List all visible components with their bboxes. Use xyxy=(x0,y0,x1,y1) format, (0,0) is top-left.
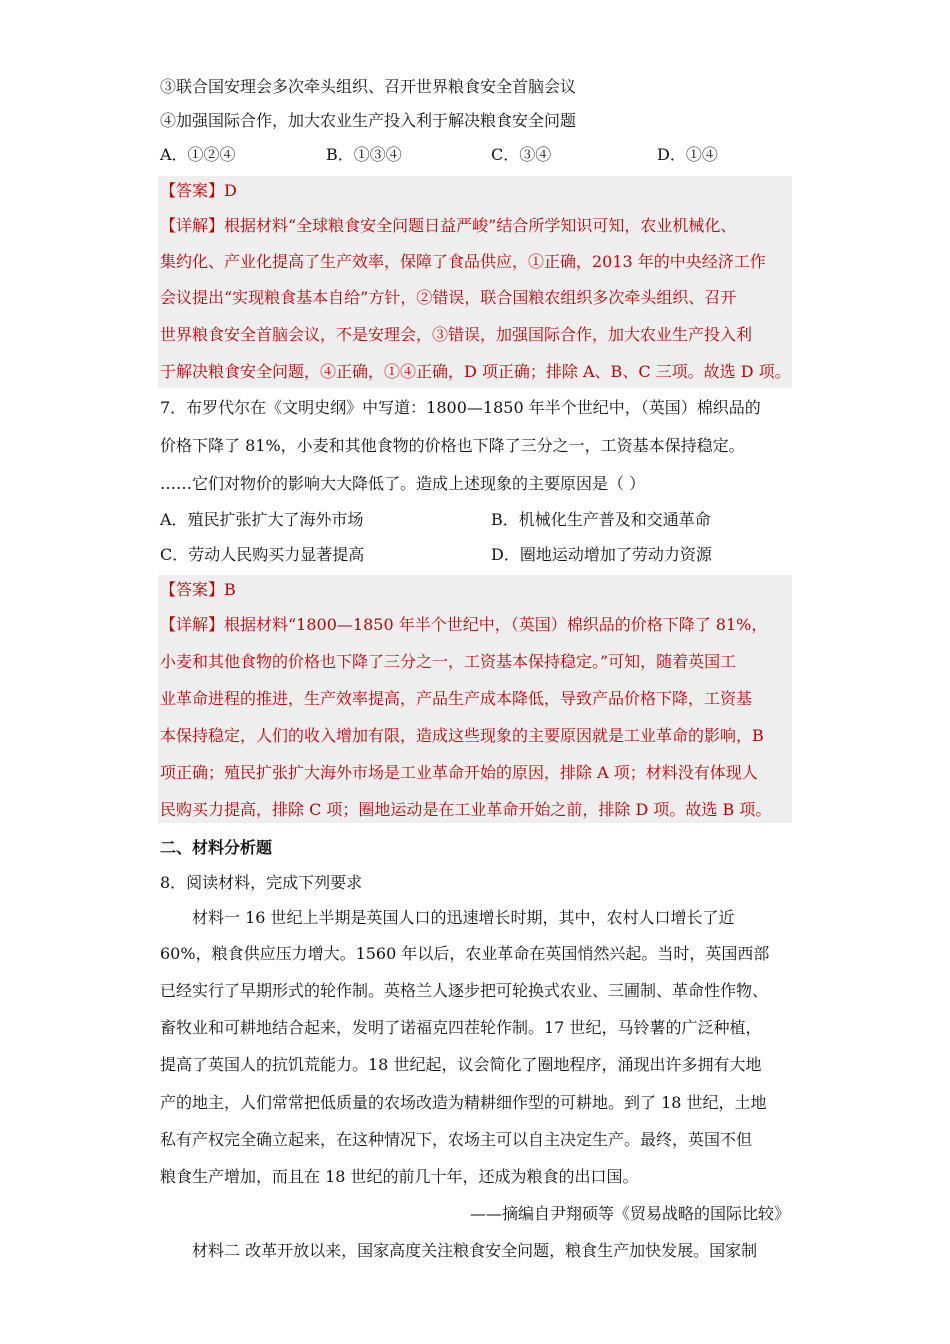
q7-answer: 【答案】B xyxy=(160,580,236,599)
q6-detail-line: 【详解】根据材料“全球粮食安全问题日益严峻”结合所学知识可知，农业机械化、 xyxy=(160,216,737,235)
section-title: 二、材料分析题 xyxy=(160,838,273,857)
q7-detail-line: 小麦和其他食物的价格也下降了三分之一，工资基本保持稳定。”可知，随着英国工 xyxy=(160,652,737,671)
q7-detail-line: 【详解】根据材料“1800—1850 年半个世纪中，（英国）棉织品的价格下降了 81%， xyxy=(160,615,768,634)
q6-option-d: D．①④ xyxy=(657,145,718,164)
q6-detail-line: 于解决粮食安全问题，④正确，①④正确，D 项正确；排除 A、B、C 三项。故选 D 项。 xyxy=(160,362,791,381)
q8-stem: 8．阅读材料，完成下列要求 xyxy=(160,873,363,892)
q7-detail-line: 业革命进程的推进，生产效率提高，产品生产成本降低，导致产品价格下降，工资基 xyxy=(160,689,753,708)
q7-option-b: B．机械化生产普及和交通革命 xyxy=(491,510,711,529)
material-1-line: 畜牧业和可耕地结合起来，发明了诺福克四茬轮作制。17 世纪，马铃薯的广泛种植， xyxy=(160,1018,762,1037)
material-1-line: 粮食生产增加，而且在 18 世纪的前几十年，还成为粮食的出口国。 xyxy=(160,1167,639,1186)
q6-detail-line: 集约化、产业化提高了生产效率，保障了食品供应，①正确，2013 年的中央经济工作 xyxy=(160,252,766,271)
q7-detail-line: 民购买力提高，排除 C 项；圈地运动是在工业革命开始之前，排除 D 项。故选 B 项。 xyxy=(160,800,772,819)
material-1-line: 材料一 16 世纪上半期是英国人口的迅速增长时期，其中，农村人口增长了近 xyxy=(192,908,735,927)
material-1-line: 提高了英国人的抗饥荒能力。18 世纪起，议会简化了圈地程序，涌现出许多拥有大地 xyxy=(160,1055,762,1074)
q6-answer: 【答案】D xyxy=(160,181,237,200)
material-1-line: 已经实行了早期形式的轮作制。英格兰人逐步把可轮换式农业、三圃制、革命性作物、 xyxy=(160,981,769,1000)
q6-option-c: C．③④ xyxy=(491,145,552,164)
q7-option-a: A．殖民扩张扩大了海外市场 xyxy=(160,510,364,529)
q6-statement-4: ④加强国际合作，加大农业生产投入利于解决粮食安全问题 xyxy=(160,111,577,130)
q7-option-c: C．劳动人民购买力显著提高 xyxy=(160,545,365,564)
q7-detail-line: 项正确；殖民扩张扩大海外市场是工业革命开始的原因，排除 A 项；材料没有体现人 xyxy=(160,763,758,782)
q6-statement-3: ③联合国安理会多次牵头组织、召开世界粮食安全首脑会议 xyxy=(160,77,577,96)
material-1-line: 私有产权完全确立起来，在这种情况下，农场主可以自主决定生产。最终，英国不但 xyxy=(160,1130,753,1149)
material-1-line: 产的地主，人们常常把低质量的农场改造为精耕细作型的可耕地。到了 18 世纪，土地 xyxy=(160,1093,767,1112)
material-1-source: ——摘编自尹翔硕等《贸易战略的国际比较》 xyxy=(469,1204,790,1223)
q7-stem-line: 7．布罗代尔在《文明史纲》中写道：1800—1850 年半个世纪中，（英国）棉织品的 xyxy=(160,398,761,417)
q6-answer-block xyxy=(158,176,792,388)
material-1-line: 60%，粮食供应压力增大。1560 年以后，农业革命在英国悄然兴起。当时，英国西部 xyxy=(160,944,770,963)
q6-option-a: A．①②④ xyxy=(160,145,236,164)
q7-option-d: D．圈地运动增加了劳动力资源 xyxy=(491,545,712,564)
q7-detail-line: 本保持稳定，人们的收入增加有限，造成这些现象的主要原因就是工业革命的影响，B xyxy=(160,726,764,745)
q6-detail-line: 世界粮食安全首脑会议，不是安理会，③错误，加强国际合作，加大农业生产投入利 xyxy=(160,325,753,344)
q7-stem-line: ……它们对物价的影响大大降低了。造成上述现象的主要原因是（ ） xyxy=(160,474,646,493)
q6-option-b: B．①③④ xyxy=(326,145,402,164)
q6-detail-line: 会议提出“实现粮食基本自给”方针，②错误，联合国粮农组织多次牵头组织、召开 xyxy=(160,288,737,307)
material-2-line: 材料二 改革开放以来，国家高度关注粮食安全问题，粮食生产加快发展。国家制 xyxy=(192,1241,758,1260)
q7-stem-line: 价格下降了 81%，小麦和其他食物的价格也下降了三分之一，工资基本保持稳定。 xyxy=(160,436,745,455)
